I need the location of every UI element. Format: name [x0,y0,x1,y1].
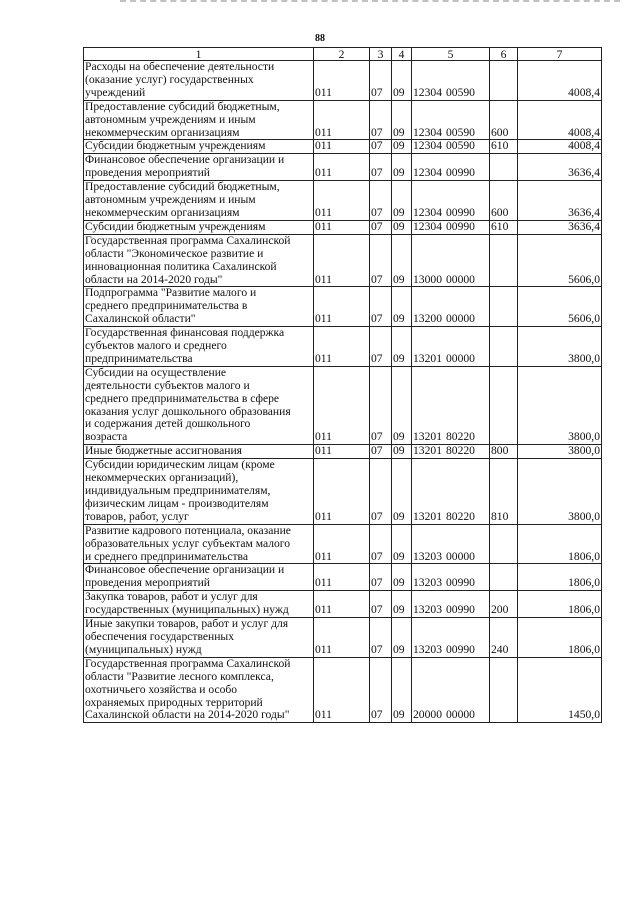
target-article-cell [412,61,490,101]
target-article-direction: 00990 [445,576,475,590]
row-name-line: Подпрограмма "Развитие малого и [85,286,257,300]
row-name-line: обеспечения государственных [85,629,235,643]
expense-type-cell: 240 [490,618,518,658]
section-code-cell: 07 [370,445,392,459]
expense-type-cell [490,61,518,101]
section-code-cell: 07 [370,234,392,287]
row-name-cell [84,366,314,444]
row-name-cell [84,61,314,101]
target-article-program: 13201 [413,444,442,458]
amount-cell: 3636,4 [518,220,602,234]
section-code-cell: 07 [370,181,392,221]
admin-code-cell: 011 [314,618,370,658]
row-name-line: и содержания детей дошкольного [85,417,251,431]
table-row [84,100,602,140]
amount-cell: 3800,0 [518,445,602,459]
target-article-program: 13201 [413,509,442,523]
target-article-program: 13200 [413,312,442,326]
row-name-line: Расходы на обеспечение деятельности [85,60,275,73]
amount-cell: 1806,0 [518,564,602,591]
row-name-cell [84,181,314,221]
target-article-cell [412,100,490,140]
amount-cell: 3800,0 [518,366,602,444]
row-name-line: Предоставление субсидий бюджетным, [85,180,280,194]
target-article-direction: 00590 [445,139,475,153]
subsection-code-cell: 09 [392,234,412,287]
target-article-direction: 00000 [445,708,475,722]
target-article-direction: 00990 [445,205,475,219]
target-article-cell [412,524,490,564]
expense-type-cell [490,564,518,591]
table-row [84,366,602,444]
expense-type-cell: 800 [490,445,518,459]
row-name-line: среднего предпринимательства в [85,299,248,313]
row-name-line: охотничьего хозяйства и особо [85,682,238,696]
row-name-line: Государственная программа Сахалинской [85,657,291,670]
section-code-cell: 07 [370,61,392,101]
expense-type-cell [490,657,518,723]
table-header-row [84,48,602,61]
page-number: 88 [315,33,325,44]
row-name-line: предпринимательства [85,351,193,365]
target-article-cell [412,287,490,327]
row-name-line: физическим лицам - производителям [85,496,269,510]
target-article-program: 13203 [413,549,442,563]
row-name-line: и среднего предпринимательства [85,549,249,563]
target-article-direction: 00000 [445,272,475,286]
row-name-line: Финансовое обеспечение организации и [85,563,285,577]
expense-type-cell [490,366,518,444]
target-article-direction: 00000 [445,549,475,563]
target-article-program: 12304 [413,166,442,180]
admin-code-cell: 011 [314,564,370,591]
subsection-code-cell: 09 [392,459,412,525]
table-row [84,445,602,459]
subsection-code-cell: 09 [392,327,412,367]
subsection-code-cell: 09 [392,366,412,444]
subsection-code-cell: 09 [392,618,412,658]
table-row [84,181,602,221]
table-row [84,140,602,154]
row-name-line: некоммерческих организаций), [85,471,239,485]
row-name-cell [84,618,314,658]
row-name-cell [84,327,314,367]
target-article-cell [412,220,490,234]
target-article-direction: 80220 [445,444,475,458]
column-header-subsection: 4 [392,48,412,61]
row-name-cell [84,524,314,564]
row-name-line: инновационная политика Сахалинской [85,259,277,273]
table-row [84,327,602,367]
target-article-program: 20000 [413,708,442,722]
row-name-cell [84,591,314,618]
row-name-cell [84,234,314,287]
admin-code-cell: 011 [314,287,370,327]
admin-code-cell: 011 [314,327,370,367]
target-article-direction: 00990 [445,166,475,180]
subsection-code-cell: 09 [392,181,412,221]
target-article-program: 13203 [413,603,442,617]
section-code-cell: 07 [370,591,392,618]
table-row [84,618,602,658]
target-article-direction: 80220 [445,430,475,444]
amount-cell: 4008,4 [518,140,602,154]
row-name-cell [84,287,314,327]
admin-code-cell: 011 [314,220,370,234]
section-code-cell: 07 [370,524,392,564]
row-name-line: Государственная программа Сахалинской [85,234,291,247]
target-article-program: 13203 [413,576,442,590]
expense-type-cell: 600 [490,100,518,140]
row-name-line: товаров, работ, услуг [85,509,189,523]
row-name-line: оказания услуг дошкольного образования [85,404,291,418]
section-code-cell: 07 [370,154,392,181]
subsection-code-cell: 09 [392,140,412,154]
row-name-line: области на 2014-2020 годы" [85,272,223,286]
subsection-code-cell: 09 [392,657,412,723]
target-article-program: 13201 [413,430,442,444]
row-name-cell [84,445,314,459]
target-article-program: 12304 [413,85,442,99]
target-article-program: 12304 [413,220,442,233]
expense-type-cell [490,287,518,327]
admin-code-cell: 011 [314,181,370,221]
row-name-line: автономным учреждениям и иным [85,112,256,126]
row-name-cell [84,459,314,525]
section-code-cell: 07 [370,287,392,327]
admin-code-cell: 011 [314,445,370,459]
row-name-line: Развитие кадрового потенциала, оказание [85,524,291,537]
subsection-code-cell: 09 [392,61,412,101]
row-name-line: Государственная финансовая поддержка [85,326,285,340]
expense-type-cell: 610 [490,140,518,154]
admin-code-cell: 011 [314,459,370,525]
row-name-line: Субсидии бюджетным учреждениям [85,139,266,153]
section-code-cell: 07 [370,657,392,723]
section-code-cell: 07 [370,327,392,367]
row-name-cell [84,564,314,591]
expense-type-cell [490,234,518,287]
section-code-cell: 07 [370,564,392,591]
row-name-line: среднего предпринимательства в сфере [85,391,280,405]
row-name-line: Финансовое обеспечение организации и [85,153,285,167]
target-article-direction: 00990 [445,220,475,233]
row-name-line: некоммерческим организациям [85,125,240,139]
table-row [84,564,602,591]
table-row [84,459,602,525]
target-article-direction: 00000 [445,351,475,365]
table-row [84,591,602,618]
amount-cell: 5606,0 [518,287,602,327]
row-name-line: Иные бюджетные ассигнования [85,444,242,458]
row-name-line: Сахалинской области на 2014-2020 годы" [85,708,290,722]
row-name-line: образовательных услуг субъектам малого [85,536,291,550]
column-header-name: 1 [84,48,314,61]
row-name-line: Иные закупки товаров, работ и услуг для [85,617,289,631]
column-header-section: 3 [370,48,392,61]
table-row [84,287,602,327]
row-name-cell [84,220,314,234]
target-article-program: 12304 [413,205,442,219]
admin-code-cell: 011 [314,61,370,101]
row-name-line: (муниципальных) нужд [85,642,202,656]
row-name-cell [84,154,314,181]
row-name-line: области "Экономическое развитие и [85,246,264,260]
row-name-line: Субсидии на осуществление [85,366,227,379]
target-article-direction: 00990 [445,642,475,656]
target-article-cell [412,564,490,591]
target-article-cell [412,445,490,459]
admin-code-cell: 011 [314,591,370,618]
amount-cell: 3636,4 [518,181,602,221]
subsection-code-cell: 09 [392,220,412,234]
table-body [84,61,602,723]
target-article-direction: 00590 [445,125,475,139]
target-article-cell [412,618,490,658]
amount-cell: 3800,0 [518,327,602,367]
budget-table [83,47,602,723]
expense-type-cell: 200 [490,591,518,618]
target-article-program: 13201 [413,351,442,365]
column-header-admin: 2 [314,48,370,61]
row-name-line: учреждений [85,85,146,99]
row-name-line: Предоставление субсидий бюджетным, [85,100,280,113]
target-article-program: 12304 [413,139,442,153]
admin-code-cell: 011 [314,154,370,181]
row-name-line: Сахалинской области" [85,312,196,326]
expense-type-cell [490,327,518,367]
expense-type-cell: 810 [490,459,518,525]
amount-cell: 1806,0 [518,618,602,658]
row-name-line: (оказание услуг) государственных [85,72,254,86]
amount-cell: 5606,0 [518,234,602,287]
amount-cell: 1806,0 [518,591,602,618]
row-name-line: охраняемых природных территорий [85,695,263,709]
target-article-cell [412,366,490,444]
amount-cell: 1450,0 [518,657,602,723]
row-name-line: проведения мероприятий [85,576,210,590]
subsection-code-cell: 09 [392,591,412,618]
target-article-direction: 00000 [445,312,475,326]
scan-top-artifact [120,0,620,6]
target-article-cell [412,327,490,367]
target-article-direction: 00990 [445,603,475,617]
table-row [84,220,602,234]
subsection-code-cell: 09 [392,564,412,591]
target-article-cell [412,154,490,181]
target-article-cell [412,459,490,525]
subsection-code-cell: 09 [392,100,412,140]
row-name-line: Субсидии бюджетным учреждениям [85,220,266,233]
target-article-program: 13203 [413,642,442,656]
admin-code-cell: 011 [314,140,370,154]
admin-code-cell: 011 [314,524,370,564]
amount-cell: 3636,4 [518,154,602,181]
target-article-cell [412,140,490,154]
target-article-cell [412,234,490,287]
section-code-cell: 07 [370,140,392,154]
target-article-program: 13000 [413,272,442,286]
admin-code-cell: 011 [314,657,370,723]
target-article-direction: 00590 [445,85,475,99]
table-row [84,61,602,101]
section-code-cell: 07 [370,618,392,658]
table-row [84,234,602,287]
section-code-cell: 07 [370,366,392,444]
row-name-line: субъектов малого и среднего [85,339,227,353]
subsection-code-cell: 09 [392,524,412,564]
row-name-line: проведения мероприятий [85,166,210,180]
admin-code-cell: 011 [314,234,370,287]
table-row [84,524,602,564]
admin-code-cell: 011 [314,366,370,444]
row-name-line: некоммерческим организациям [85,205,240,219]
row-name-line: области "Развитие лесного комплекса, [85,669,274,683]
row-name-line: Субсидии юридическим лицам (кроме [85,458,275,472]
section-code-cell: 07 [370,100,392,140]
target-article-cell [412,657,490,723]
row-name-line: индивидуальным предпринимателям, [85,484,271,497]
table-row [84,657,602,723]
amount-cell: 3800,0 [518,459,602,525]
row-name-line: возраста [85,430,128,444]
row-name-cell [84,100,314,140]
amount-cell: 4008,4 [518,61,602,101]
expense-type-cell: 600 [490,181,518,221]
subsection-code-cell: 09 [392,154,412,181]
row-name-cell [84,657,314,723]
expense-type-cell [490,524,518,564]
column-header-expense-type: 6 [490,48,518,61]
row-name-line: деятельности субъектов малого и [85,378,250,392]
subsection-code-cell: 09 [392,287,412,327]
expense-type-cell: 610 [490,220,518,234]
row-name-line: автономным учреждениям и иным [85,193,256,207]
target-article-cell [412,591,490,618]
row-name-line: Закупка товаров, работ и услуг для [85,590,258,604]
section-code-cell: 07 [370,220,392,234]
table-row [84,154,602,181]
row-name-line: государственных (муниципальных) нужд [85,603,289,617]
admin-code-cell: 011 [314,100,370,140]
amount-cell: 1806,0 [518,524,602,564]
row-name-cell [84,140,314,154]
expense-type-cell [490,154,518,181]
column-header-amount: 7 [518,48,602,61]
amount-cell: 4008,4 [518,100,602,140]
target-article-cell [412,181,490,221]
section-code-cell: 07 [370,459,392,525]
target-article-program: 12304 [413,125,442,139]
column-header-target-article: 5 [412,48,490,61]
target-article-direction: 80220 [445,509,475,523]
subsection-code-cell: 09 [392,445,412,459]
